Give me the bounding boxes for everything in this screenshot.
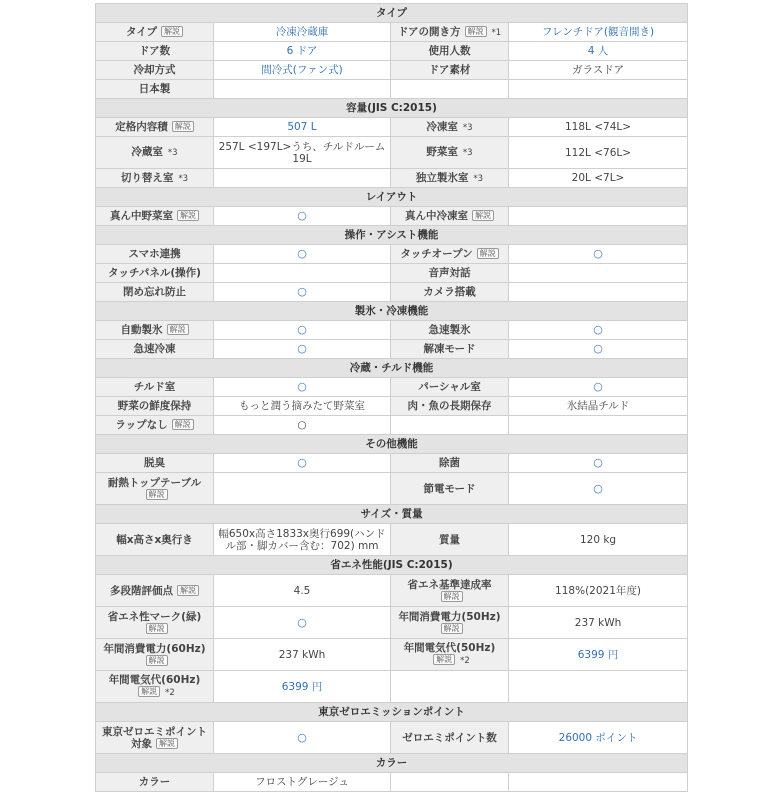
empty-cell	[509, 416, 688, 435]
value-touch-open: ○	[509, 245, 688, 264]
value-middle-veg: ○	[214, 207, 391, 226]
value-smartphone: ○	[214, 245, 391, 264]
explain-button[interactable]: 解説	[477, 248, 499, 259]
value-touch-panel	[214, 264, 391, 283]
label-smartphone: スマホ連携	[96, 245, 214, 264]
value-annual-cost-60[interactable]: 6399 円	[214, 671, 391, 703]
section-header-tokyo: 東京ゼロエミッションポイント	[96, 703, 688, 722]
value-vegetable: 112L <76L>	[509, 137, 688, 169]
value-annual-power-60: 237 kWh	[214, 639, 391, 671]
explain-button[interactable]: 解説	[465, 26, 487, 37]
label-annual-power-60: 年間消費電力(60Hz) 解説	[96, 639, 214, 671]
empty-cell	[391, 773, 509, 792]
label-deodorize: 脱臭	[96, 454, 214, 473]
label-partial-room: パーシャル室	[391, 378, 509, 397]
label-annual-cost-60: 年間電気代(60Hz) 解説 *2	[96, 671, 214, 703]
empty-cell	[509, 773, 688, 792]
value-power-save: ○	[509, 473, 688, 505]
value-close-alarm: ○	[214, 283, 391, 302]
value-made-in-japan	[214, 80, 391, 99]
section-header-color: カラー	[96, 754, 688, 773]
value-camera	[509, 283, 688, 302]
label-power-save: 節電モード	[391, 473, 509, 505]
label-eco-rate: 省エネ基準達成率 解説	[391, 575, 509, 607]
value-eco-rate: 118%(2021年度)	[509, 575, 688, 607]
value-doors[interactable]: 6 ドア	[214, 42, 391, 61]
label-freezer: 冷凍室 *3	[391, 118, 509, 137]
footnote-1: *1	[491, 27, 502, 38]
label-users: 使用人数	[391, 42, 509, 61]
footnote-2: *2	[460, 656, 470, 666]
value-auto-ice: ○	[214, 321, 391, 340]
label-meat-fish: 肉・魚の長期保存	[391, 397, 509, 416]
footnote-2: *2	[165, 688, 175, 698]
value-rated-capacity[interactable]: 507 L	[214, 118, 391, 137]
explain-button[interactable]: 解説	[177, 210, 199, 221]
label-cooling: 冷却方式	[96, 61, 214, 80]
spec-table	[95, 3, 688, 792]
value-deodorize: ○	[214, 454, 391, 473]
footnote-3: *3	[473, 173, 484, 184]
label-type: タイプ 解説	[96, 23, 214, 42]
section-header-chilled: 冷蔵・チルド機能	[96, 359, 688, 378]
value-annual-cost-50[interactable]: 6399 円	[509, 639, 688, 671]
value-partial-room: ○	[509, 378, 688, 397]
value-dimensions: 幅650x高さ1833x奥行699(ハンドル部・脚カバー含む：702) mm	[214, 524, 391, 556]
label-made-in-japan: 日本製	[96, 80, 214, 99]
footnote-3: *3	[167, 148, 178, 158]
value-door-open[interactable]: フレンチドア(観音開き)	[509, 23, 688, 42]
value-fast-ice: ○	[509, 321, 688, 340]
section-header-ice: 製氷・冷凍機能	[96, 302, 688, 321]
value-fast-freeze: ○	[214, 340, 391, 359]
label-annual-power-50: 年間消費電力(50Hz) 解説	[391, 607, 509, 639]
label-wrapless: ラップなし 解説	[96, 416, 214, 435]
explain-button[interactable]: 解説	[472, 210, 494, 221]
value-freezer: 118L <74L>	[509, 118, 688, 137]
label-middle-veg: 真ん中野菜室 解説	[96, 207, 214, 226]
explain-button[interactable]: 解説	[177, 585, 199, 596]
label-voice: 音声対話	[391, 264, 509, 283]
footnote-3: *3	[178, 173, 189, 184]
section-header-layout: レイアウト	[96, 188, 688, 207]
label-annual-cost-50: 年間電気代(50Hz) 解説 *2	[391, 639, 509, 671]
label-rated-capacity: 定格内容積 解説	[96, 118, 214, 137]
value-heat-top-table	[214, 473, 391, 505]
label-thaw-mode: 解凍モード	[391, 340, 509, 359]
label-camera: カメラ搭載	[391, 283, 509, 302]
value-users[interactable]: 4 人	[509, 42, 688, 61]
label-close-alarm: 閉め忘れ防止	[96, 283, 214, 302]
label-color: カラー	[96, 773, 214, 792]
value-multi-rating: 4.5	[214, 575, 391, 607]
explain-button[interactable]: 解説	[441, 591, 463, 602]
empty-cell	[391, 671, 509, 703]
label-vegetable: 野菜室 *3	[391, 137, 509, 169]
explain-button[interactable]: 解説	[172, 419, 194, 430]
value-color: フロストグレージュ	[214, 773, 391, 792]
explain-button[interactable]: 解説	[433, 654, 455, 665]
label-door-material: ドア素材	[391, 61, 509, 80]
value-switch-room	[214, 169, 391, 188]
value-voice	[509, 264, 688, 283]
label-dimensions: 幅x高さx奥行き	[96, 524, 214, 556]
explain-button[interactable]: 解説	[146, 655, 168, 666]
label-multi-rating: 多段階評価点 解説	[96, 575, 214, 607]
explain-button[interactable]: 解説	[167, 324, 189, 335]
value-tokyo-target: ○	[214, 722, 391, 754]
label-veg-fresh: 野菜の鮮度保持	[96, 397, 214, 416]
label-middle-freezer: 真ん中冷凍室 解説	[391, 207, 509, 226]
section-header-type: タイプ	[96, 4, 688, 23]
label-fast-freeze: 急速冷凍	[96, 340, 214, 359]
section-header-eco: 省エネ性能(JIS C:2015)	[96, 556, 688, 575]
label-weight: 質量	[391, 524, 509, 556]
value-fridge: 257L <197L>うち、チルドルーム19L	[214, 137, 391, 169]
label-heat-top-table: 耐熱トップテーブル 解説	[96, 473, 214, 505]
section-header-size: サイズ・質量	[96, 505, 688, 524]
empty-cell	[391, 416, 509, 435]
value-weight: 120 kg	[509, 524, 688, 556]
value-annual-power-50: 237 kWh	[509, 607, 688, 639]
value-chilled-room: ○	[214, 378, 391, 397]
empty-cell	[509, 671, 688, 703]
explain-button[interactable]: 解説	[156, 738, 178, 749]
explain-button[interactable]: 解説	[146, 623, 168, 634]
value-eco-mark: ○	[214, 607, 391, 639]
label-switch-room: 切り替え室 *3	[96, 169, 214, 188]
label-sterilize: 除菌	[391, 454, 509, 473]
value-tokyo-points[interactable]: 26000 ポイント	[509, 722, 688, 754]
explain-button[interactable]: 解説	[138, 686, 160, 697]
label-chilled-room: チルド室	[96, 378, 214, 397]
value-door-material: ガラスドア	[509, 61, 688, 80]
label-tokyo-points: ゼロエミポイント数	[391, 722, 509, 754]
label-fridge: 冷蔵室 *3	[96, 137, 214, 169]
label-door-open: ドアの開き方 解説 *1	[391, 23, 509, 42]
label-auto-ice: 自動製氷 解説	[96, 321, 214, 340]
section-header-other: その他機能	[96, 435, 688, 454]
empty-cell	[509, 80, 688, 99]
value-ice-room: 20L <7L>	[509, 169, 688, 188]
section-header-capacity: 容量(JIS C:2015)	[96, 99, 688, 118]
value-wrapless: ○	[214, 416, 391, 435]
label-ice-room: 独立製氷室 *3	[391, 169, 509, 188]
label-eco-mark: 省エネ性マーク(緑) 解説	[96, 607, 214, 639]
value-cooling[interactable]: 間冷式(ファン式)	[214, 61, 391, 80]
footnote-3: *3	[462, 148, 473, 158]
label-touch-open: タッチオープン 解説	[391, 245, 509, 264]
explain-button[interactable]: 解説	[161, 26, 183, 37]
value-middle-freezer	[509, 207, 688, 226]
empty-cell	[391, 80, 509, 99]
explain-button[interactable]: 解説	[441, 623, 463, 634]
section-header-assist: 操作・アシスト機能	[96, 226, 688, 245]
value-sterilize: ○	[509, 454, 688, 473]
label-touch-panel: タッチパネル(操作)	[96, 264, 214, 283]
footnote-3: *3	[462, 122, 473, 133]
value-meat-fish: 氷結晶チルド	[509, 397, 688, 416]
label-tokyo-target: 東京ゼロエミポイント対象 解説	[96, 722, 214, 754]
explain-button[interactable]: 解説	[172, 121, 194, 132]
label-fast-ice: 急速製氷	[391, 321, 509, 340]
value-type[interactable]: 冷凍冷蔵庫	[214, 23, 391, 42]
explain-button[interactable]: 解説	[146, 489, 168, 500]
value-veg-fresh: もっと潤う摘みたて野菜室	[214, 397, 391, 416]
label-doors: ドア数	[96, 42, 214, 61]
value-thaw-mode: ○	[509, 340, 688, 359]
